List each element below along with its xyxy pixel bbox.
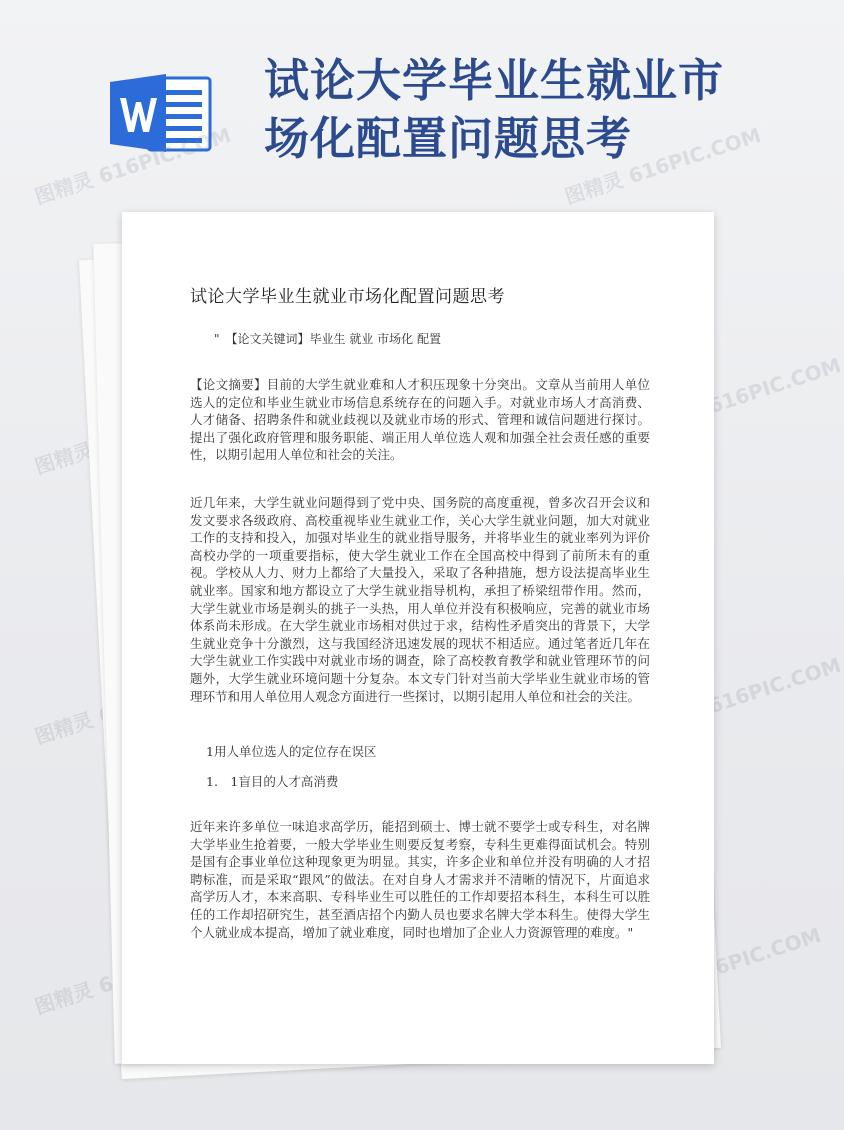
abstract-paragraph: 【论文摘要】目前的大学生就业难和人才积压现象十分突出。文章从当前用人单位选人的定位和毕业生就业市场信息系统存在的问题入手。对就业市场人才高消费、人才储备、招聘条件和就业歧视以及就业市场的形式、管理和诚信问题进行探讨。提出了强化政府管理和服务职能、端正用人单位选人观和加强全社会责任感的重要性，以期引起用人单位和社会的关注。: [190, 377, 650, 463]
document-page: [122, 212, 714, 1064]
watermark: 图精灵 616PIC.COM: [31, 122, 234, 209]
watermark: 图精灵 616PIC.COM: [561, 122, 764, 209]
keywords-line: " 【论文关键词】毕业生 就业 市场化 配置: [214, 332, 441, 346]
document-title: 试论大学毕业生就业市场化配置问题思考: [190, 287, 505, 307]
watermark: 图精灵 616PIC.COM: [621, 922, 824, 1009]
word-doc-icon: [108, 70, 216, 156]
subsection-heading: 1. 1盲目的人才高消费: [206, 774, 339, 789]
watermark: 图精灵: [31, 437, 97, 479]
watermark: 图精灵 616PIC.COM: [641, 352, 844, 439]
header-banner: [0, 0, 800, 200]
body-paragraph: 近几年来，大学生就业问题得到了党中央、国务院的高度重视，曾多次召开会议和发文要求各级政府、高校重视毕业生就业工作，关心大学生就业问题，加大对就业工作的支持和投入，加强对毕业生的就业指导服务，并将毕业生的就业率列为评价高校办学的一项重要指标，使大学生就业工作在全国高校中得到了前所未有的重视。学校从人力、财力上都给了大量投入，采取了各种措施，想方设法提高毕业生就业率。国家和地方都设立了大学生就业指导机构，承担了桥梁纽带作用。然而，大学生就业市场是剃头的挑子一头热，用人单位并没有积极响应，完善的就业市场体系尚未形成。在大学生就业市场相对供过于求，结构性矛盾突出的背景下，大学生就业竞争十分激烈，这与我国经济迅速发展的现状不相适应。通过笔者近几年在大学生就业工作实践中对就业市场的调查，除了高校教育教学和就业管理环节的问题外，大学生就业环境问题十分复杂。本文专门针对当前大学毕业生就业市场的管理环节和用人单位用人观念方面进行一些探讨，以期引起用人单位和社会的关注。: [190, 495, 650, 704]
section-heading: 1用人单位选人的定位存在误区: [206, 744, 377, 759]
body-paragraph: 近年来许多单位一味追求高学历，能招到硕士、博士就不要学士或专科生，对名牌大学毕业生抢着要，一般大学毕业生则要反复考察，专科生更难得面试机会。特别是国有企事业单位这种现象更为明显。其实，许多企业和单位并没有明确的人才招聘标准，而是采取“跟风”的做法。在对自身人才需求并不清晰的情况下，片面追求高学历人才，本来高职、专科毕业生可以胜任的工作却要招本科生，本科生可以胜任的工作却招研究生，甚至酒店招个内勤人员也要求名牌大学本科生。使得大学生个人就业成本提高，增加了就业难度，同时也增加了企业人力资源管理的难度。": [190, 819, 650, 940]
watermark: 图精灵: [31, 977, 97, 1019]
header-title: 试论大学毕业生就业市场化配置问题思考: [264, 54, 725, 165]
watermark: 图精灵 616PIC.COM: [641, 652, 844, 739]
watermark: 图精灵: [31, 707, 97, 749]
